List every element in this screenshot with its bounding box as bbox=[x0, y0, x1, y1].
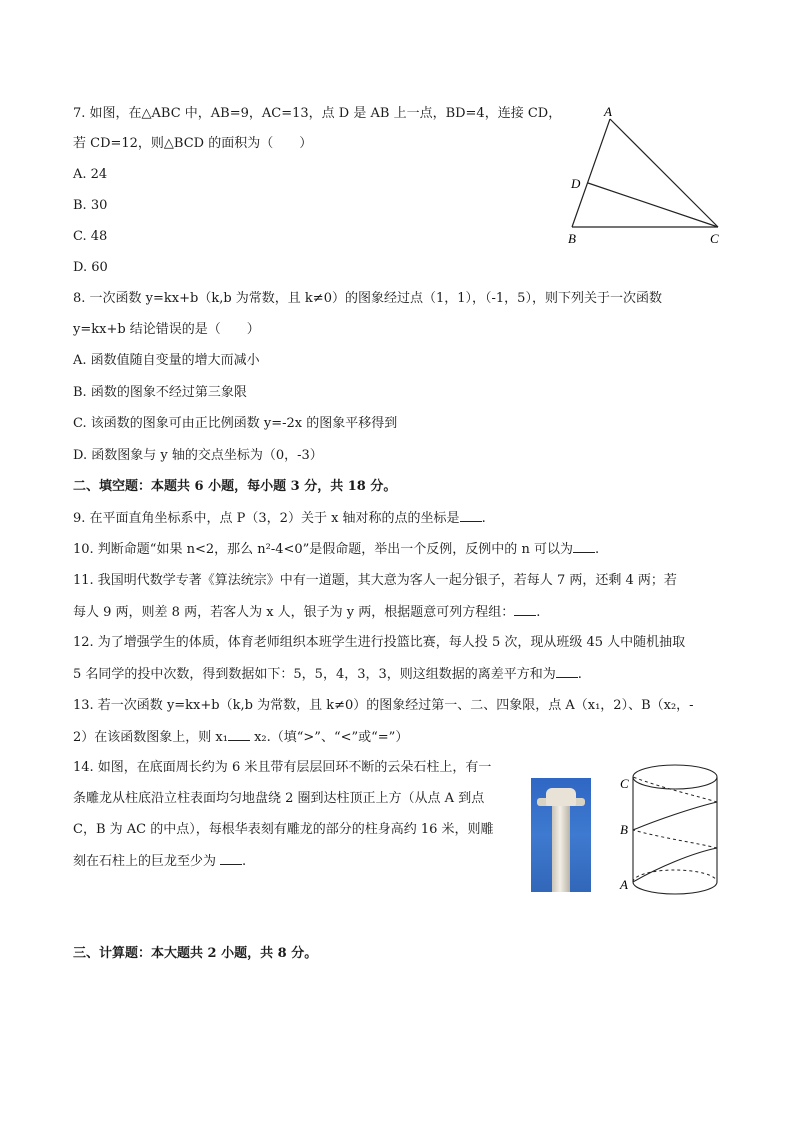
q14-line4 bbox=[73, 852, 246, 871]
q7-line1: 7. 如图，在△ABC 中，AB=9，AC=13，点 D 是 AB 上一点，BD=4，连接 CD， bbox=[73, 106, 562, 121]
cylinder-figure bbox=[622, 758, 722, 898]
q11-end: . bbox=[536, 605, 541, 620]
label-b: B bbox=[620, 822, 628, 837]
q8-line2: y=kx+b 结论错误的是（ ） bbox=[73, 322, 260, 337]
q7-option-a: A. 24 bbox=[73, 167, 108, 182]
q7-option-d: D. 60 bbox=[73, 260, 108, 275]
q7-option-b: B. 30 bbox=[73, 198, 108, 213]
q9-text: 9. 在平面直角坐标系中，点 P（3，2）关于 x 轴对称的点的坐标是 bbox=[73, 511, 460, 526]
q7-line2: 若 CD=12，则△BCD 的面积为（ ） bbox=[73, 136, 313, 151]
q11-text: 每人 9 两，则差 8 两，若客人为 x 人，银子为 y 两，根据题意可列方程组： bbox=[73, 605, 515, 620]
q11-line1: 11. 我国明代数学专著《算法统宗》中有一道题，其大意为客人一起分银子，若每人 7 两，还剩 4 两；若 bbox=[73, 573, 677, 588]
section-2-title: 二、填空题：本题共 6 小题，每小题 3 分，共 18 分。 bbox=[73, 479, 397, 494]
label-c: C bbox=[620, 776, 629, 791]
q12-line1: 12. 为了增强学生的体质，体育老师组织本班学生进行投篮比赛，每人投 5 次，现从班级 45 人中随机抽取 bbox=[73, 635, 686, 650]
q13-answer-blank[interactable] bbox=[228, 728, 250, 741]
q13-text-b: x₂.（填“>”、“<”或“=”） bbox=[249, 730, 409, 745]
segment-dc bbox=[588, 183, 718, 227]
q8-option-b: B. 函数的图象不经过第三象限 bbox=[73, 385, 247, 400]
q12-answer-blank[interactable] bbox=[556, 665, 578, 678]
q10 bbox=[73, 540, 599, 559]
cylinder-bottom-back bbox=[633, 870, 717, 882]
label-c: C bbox=[710, 231, 719, 246]
cylinder-top-ellipse bbox=[633, 765, 717, 789]
q14-answer-blank[interactable] bbox=[220, 852, 242, 865]
segment-ac bbox=[610, 119, 718, 227]
photo-column-shaft bbox=[552, 800, 570, 892]
label-d: D bbox=[571, 176, 581, 191]
q14-line2: 条雕龙从柱底沿立柱表面均匀地盘绕 2 圈到达柱顶正上方（从点 A 到点 bbox=[73, 791, 485, 806]
q12-end: . bbox=[577, 667, 582, 682]
q9-answer-blank[interactable] bbox=[460, 509, 482, 522]
q11-line2 bbox=[73, 603, 540, 622]
q14-text: 刻在石柱上的巨龙至少为 bbox=[73, 854, 217, 869]
q13-line1: 13. 若一次函数 y=kx+b（k,b 为常数，且 k≠0）的图象经过第一、二、四象限，点 A（x₁，2）、B（x₂，- bbox=[73, 698, 694, 713]
q10-text: 10. 判断命题“如果 n<2，那么 n²-4<0”是假命题，举出一个反例，反例中的 n 可以为 bbox=[73, 542, 573, 557]
segment-ab bbox=[572, 119, 610, 227]
cylinder-bottom-front bbox=[633, 882, 717, 894]
triangle-figure bbox=[560, 100, 730, 250]
q8-option-d: D. 函数图象与 y 轴的交点坐标为（0，-3） bbox=[73, 448, 323, 463]
helix-back-lower bbox=[633, 830, 717, 848]
photo-column-top bbox=[546, 788, 576, 806]
helix-front-lower bbox=[633, 848, 717, 882]
label-a: A bbox=[604, 104, 612, 119]
q8-option-a: A. 函数值随自变量的增大而减小 bbox=[73, 353, 260, 368]
q12-text: 5 名同学的投中次数，得到数据如下：5，5，4，3，3，则这组数据的离差平方和为 bbox=[73, 667, 556, 682]
q8-option-c: C. 该函数的图象可由正比例函数 y=-2x 的图象平移得到 bbox=[73, 416, 398, 431]
q14-end: . bbox=[242, 854, 247, 869]
q10-end: . bbox=[594, 542, 600, 557]
q10-answer-blank[interactable] bbox=[573, 540, 595, 553]
q13-line2 bbox=[73, 728, 408, 747]
q11-answer-blank[interactable] bbox=[514, 603, 536, 616]
label-a: A bbox=[620, 877, 628, 892]
section-3-title: 三、计算题：本大题共 2 小题，共 8 分。 bbox=[73, 946, 318, 961]
q14-line3: C，B 为 AC 的中点），每根华表刻有雕龙的部分的柱身高约 16 米，则雕 bbox=[73, 822, 494, 837]
q9-end: . bbox=[481, 511, 486, 526]
q8-line1: 8. 一次函数 y=kx+b（k,b 为常数，且 k≠0）的图象经过点（1，1），（-1，5），则下列关于一次函数 bbox=[73, 291, 662, 306]
q14-line1: 14. 如图，在底面周长约为 6 米且带有层层回环不断的云朵石柱上，有一 bbox=[73, 760, 492, 775]
label-b: B bbox=[568, 231, 576, 246]
helix-front-upper bbox=[633, 802, 717, 830]
huabiao-photo bbox=[531, 778, 591, 892]
q9 bbox=[73, 509, 486, 528]
q7-option-c: C. 48 bbox=[73, 229, 108, 244]
q13-text-a: 2）在该函数图象上，则 x₁ bbox=[73, 730, 228, 745]
q12-line2 bbox=[73, 665, 582, 684]
